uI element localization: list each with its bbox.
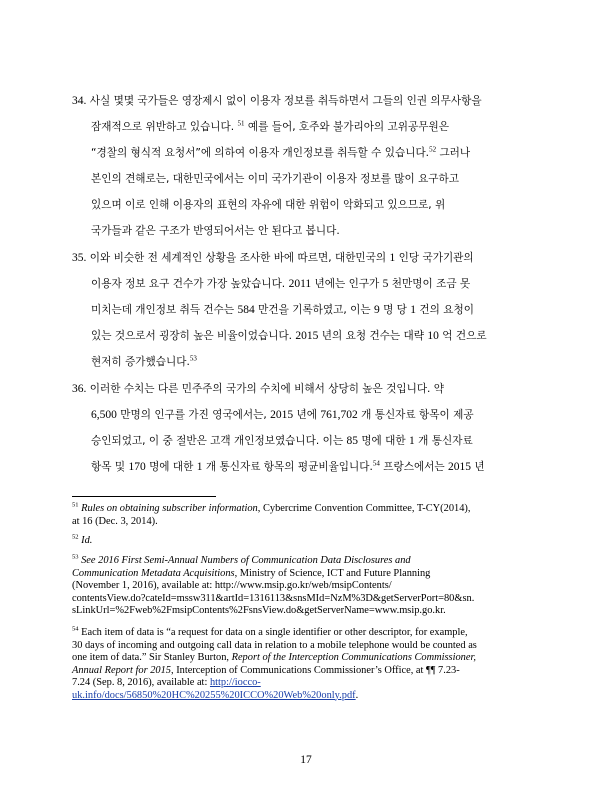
footnote-number: 52	[72, 533, 79, 541]
paragraph-34	[72, 88, 540, 244]
footnote-ref[interactable]: 52	[429, 145, 437, 154]
p35-line-1: 35. 이와 비슷한 전 세계적인 상황을 조사한 바에 따르면, 대한민국의 1 인당 국가기관의	[72, 252, 474, 264]
iocco-report-link-cont[interactable]: uk.info/docs/56850%20HC%20255%20ICCO%20Web%20only.pdf	[72, 689, 356, 701]
p34-line-1: 34. 사실 몇몇 국가들은 영장제시 없이 이용자 정보를 취득하면서 그들의 인권 의무사항을	[72, 95, 482, 107]
p36-line-4: 항목 및 170 명에 대한 1 개 통신자료 항목의 평균비율입니다.$^{54}$ 프랑스에서는 2015 년	[91, 459, 485, 473]
paragraph-number: 34.	[72, 95, 87, 107]
p35-line-5: 현저히 증가했습니다.$^{53}$	[91, 354, 197, 368]
footnote-number: 53	[72, 553, 79, 561]
footnote-separator	[72, 496, 216, 497]
footnote-citation-title: Rules on obtaining subscriber information	[81, 503, 258, 514]
footnote-ref[interactable]: 54	[372, 459, 380, 468]
footnote-52: $^{52}$ Id.	[72, 533, 93, 546]
p34-line-3: “경찰의 형식적 요청서”에 의하여 이용자 개인정보를 취득할 수 있습니다.$^{52}$ 그러나	[91, 145, 471, 159]
p36-line-1: 36. 이러한 수치는 다른 민주주의 국가의 수치에 비해서 상당히 높은 것입니다. 약	[72, 383, 445, 395]
paragraph-36	[72, 376, 540, 480]
footnote-54: $^{54}$ Each item of data is “a request for data on a single identifier or other descriptor, for example, 30 days of incoming and outgoing call data in relation to a mobile telephone would be counted as one item of data.” Sir Stanley Burton, Report of the Interception Communications Commissioner, Annual Report for 2015, Interception of Communications Commissioner’s Office, at ¶¶ 7.23- 7.24 (Sep. 8, 2016), available at: http://iocco- uk.info/docs/56850%20HC%20255%20ICCO%20Web%20only.pdf.	[72, 625, 477, 701]
p36-line-2: 6,500 만명의 인구를 가진 영국에서는, 2015 년에 761,702 개 통신자료 항목이 제공	[91, 409, 474, 421]
footnote-ref[interactable]: 51	[237, 119, 245, 128]
p34-line-5: 있으며 이로 인해 이용자의 표현의 자유에 대한 위험이 악화되고 있으므로, 위	[91, 199, 446, 211]
page-number: 17	[300, 754, 312, 766]
p34-line-2: 잠재적으로 위반하고 있습니다. $^{51}$ 예를 들어, 호주와 불가리아의 고위공무원은	[91, 119, 449, 133]
p35-line-2: 이용자 정보 요구 건수가 가장 높았습니다. 2011 년에는 인구가 5 천만명이 조금 못	[91, 278, 471, 290]
footnote-number: 54	[72, 625, 79, 633]
paragraph-number: 35.	[72, 252, 87, 264]
p36-line-3: 승인되었고, 이 중 절반은 고객 개인정보였습니다. 이는 85 명에 대한 1 개 통신자료	[91, 435, 473, 447]
p34-line-4: 본인의 견해로는, 대한민국에서는 이미 국가기관이 이용자 정보를 많이 요구하고	[91, 173, 460, 185]
paragraph-35	[72, 245, 540, 375]
footnote-number: 51	[72, 501, 79, 509]
p35-line-4: 있는 것으로서 굉장히 높은 비율이었습니다. 2015 년의 요청 건수는 대략 10 억 건으로	[91, 330, 487, 342]
footnote-ref[interactable]: 53	[189, 354, 197, 363]
paragraph-number: 36.	[72, 383, 87, 395]
footnote-51: $^{51}$ Rules on obtaining subscriber information, Cybercrime Convention Committee, T-CY(2014), at 16 (Dec. 3, 2014).	[72, 501, 471, 527]
p34-line-6: 국가들과 같은 구조가 반영되어서는 안 된다고 봅니다.	[91, 225, 340, 237]
iocco-report-link[interactable]: http://iocco-	[209, 677, 261, 688]
footnote-53: $^{53}$ See 2016 First Semi-Annual Numbers of Communication Data Disclosures and Communication Metadata Acquisitions, Ministry of Science, ICT and Future Planning (November 1, 2016), available at: http://www.msip.go.kr/web/msipContents/ contentsView.do?cateId=mssw311&artId=1316113&snsMId=NzM%3D&getServerPort=80&sn. sLinkUrl=%2Fweb%2FmsipContents%2FsnsView.do&getServerName=www.msip.go.kr.	[72, 553, 475, 616]
p35-line-3: 미치는데 개인정보 취득 건수는 584 만건을 기록하였고, 이는 9 명 당 1 건의 요청이	[91, 304, 474, 316]
